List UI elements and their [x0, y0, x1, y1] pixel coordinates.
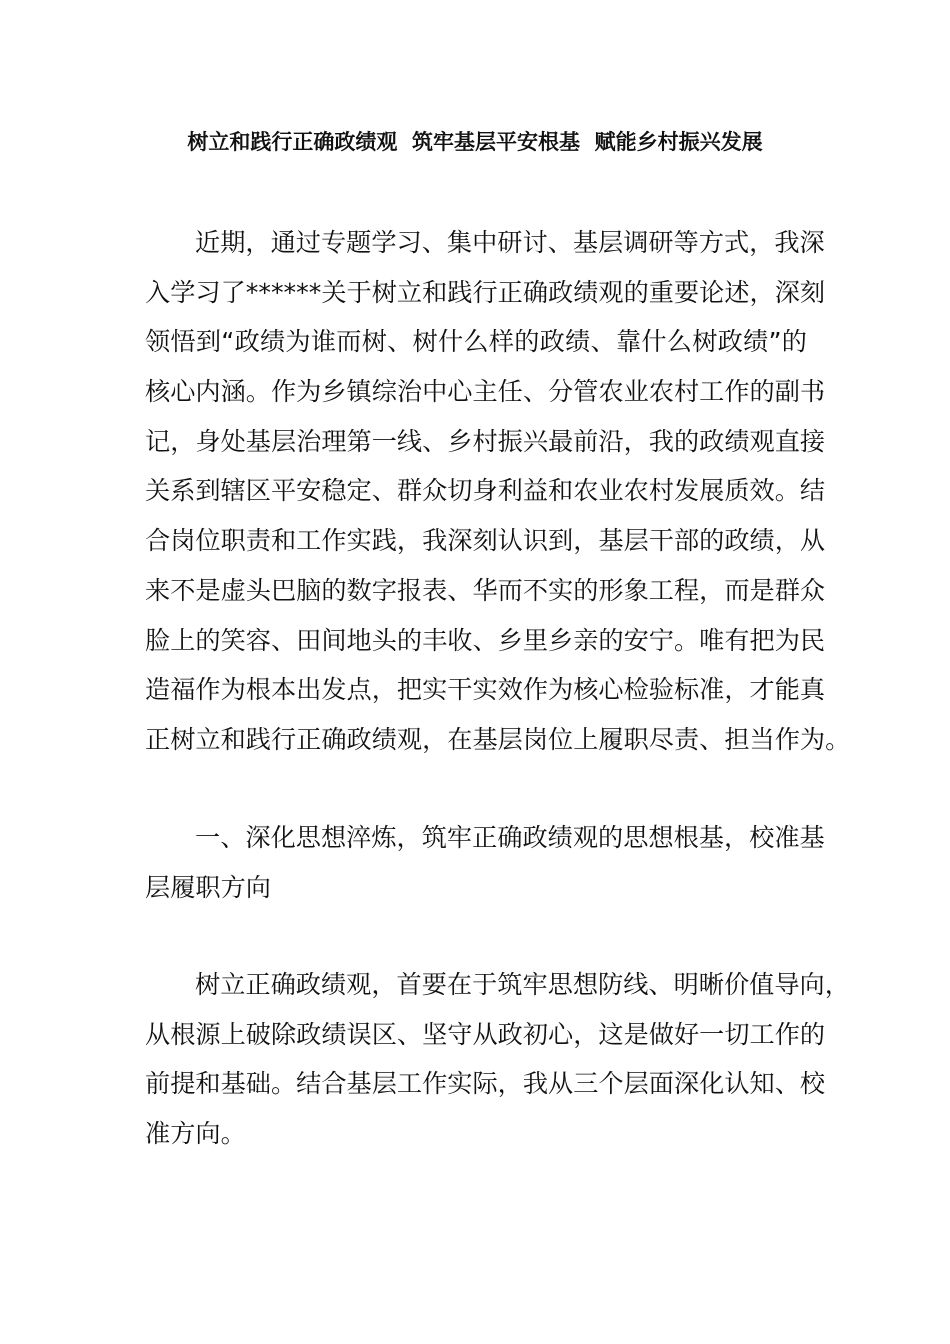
text-line: 关系到辖区平安稳定、群众切身利益和农业农村发展质效。结 — [145, 476, 826, 506]
text-line: 记，身处基层治理第一线、乡村振兴最前沿，我的政绩观直接 — [145, 426, 826, 456]
text-line: 来不是虚头巴脑的数字报表、华而不实的形象工程，而是群众 — [145, 575, 826, 605]
body-paragraph — [145, 960, 850, 1159]
text-line: 脸上的笑容、田间地头的丰收、乡里乡亲的安宁。唯有把为民 — [145, 625, 826, 655]
document-title: 树立和践行正确政绩观 筑牢基层平安根基 赋能乡村振兴发展 — [187, 130, 763, 154]
text-line: 合岗位职责和工作实践，我深刻认识到，基层干部的政绩，从 — [145, 526, 826, 556]
text-line: 一、深化思想淬炼，筑牢正确政绩观的思想根基，校准基 — [195, 823, 825, 852]
intro-paragraph — [145, 218, 851, 765]
text-line: 正树立和践行正确政绩观，在基层岗位上履职尽责、担当作为。 — [145, 724, 851, 754]
text-line: 领悟到“政绩为谁而树、树什么样的政绩、靠什么树政绩”的 — [145, 327, 807, 357]
text-line: 层履职方向 — [145, 872, 271, 902]
section-heading — [145, 813, 825, 912]
text-line: 造福作为根本出发点，把实干实效作为核心检验标准，才能真 — [145, 675, 826, 705]
text-line: 准方向。 — [145, 1119, 246, 1149]
text-line: 核心内涵。作为乡镇综治中心主任、分管农业农村工作的副书 — [145, 377, 826, 407]
text-line: 树立正确政绩观，首要在于筑牢思想防线、明晰价值导向， — [195, 970, 850, 999]
text-line: 前提和基础。结合基层工作实际，我从三个层面深化认知、校 — [145, 1069, 826, 1099]
text-line: 入学习了******关于树立和践行正确政绩观的重要论述，深刻 — [145, 277, 826, 307]
text-line: 从根源上破除政绩误区、坚守从政初心，这是做好一切工作的 — [145, 1019, 826, 1049]
text-line: 近期，通过专题学习、集中研讨、基层调研等方式，我深 — [195, 228, 825, 257]
